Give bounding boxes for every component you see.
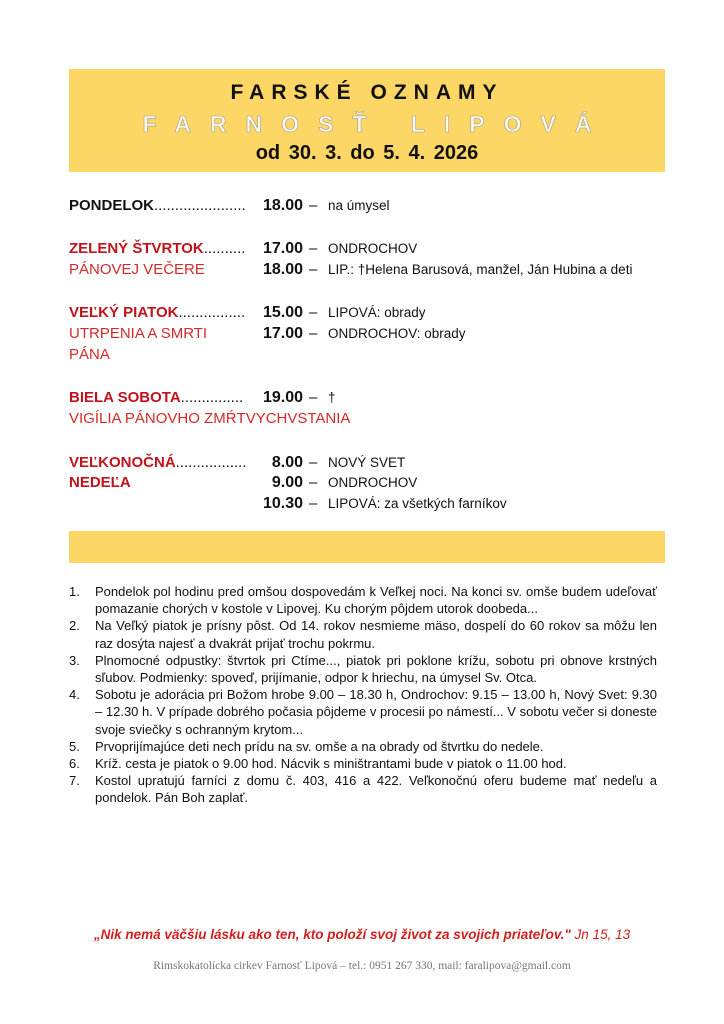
- mass-intention: ONDROCHOV: [328, 475, 418, 490]
- list-item: [69, 583, 657, 617]
- time: 18.00: [262, 197, 303, 214]
- dash: –: [309, 304, 318, 321]
- day-subtitle-friday-2: PÁNA: [69, 346, 110, 363]
- dash: –: [309, 197, 318, 214]
- dash: –: [309, 474, 318, 491]
- mass-intention: NOVÝ SVET: [328, 455, 406, 470]
- time: 15.00: [262, 304, 303, 321]
- dash: –: [309, 495, 318, 512]
- dash: –: [309, 261, 318, 278]
- time: 18.00: [262, 261, 303, 278]
- cross-icon: †: [328, 390, 336, 405]
- schedule-row-friday-2: [0, 325, 724, 345]
- announcements-list: [69, 583, 657, 807]
- item-text: Prvoprijímajúce deti nech prídu na sv. omše a na obrady od štvrtku do nedele.: [95, 738, 544, 754]
- time: 17.00: [262, 325, 303, 342]
- day-label-saturday: BIELA SOBOTA...............: [69, 389, 244, 406]
- schedule-row-sunday-2: [0, 474, 724, 494]
- item-text: Sobotu je adorácia pri Božom hrobe 9.00 – 18.30 h, Ondrochov: 9.15 – 13.00 h, Nový Svet: 9.30 – 12.30 h. V prípade dobrého počasia pôjdeme v procesii po námestí... V sobotu večer si doneste svoje sviečky s ochranným krytom...: [95, 687, 657, 737]
- schedule-row-thursday-2: [0, 261, 724, 281]
- item-text: Kostol upratujú farníci z domu č. 403, 416 a 422. Veľkonočnú oferu budeme mať nedeľu a pondelok. Pán Boh zaplať.: [95, 773, 657, 806]
- dash: –: [309, 240, 318, 257]
- parish-name: FARNOSŤ LIPOVÁ: [142, 111, 611, 137]
- list-item: [69, 617, 657, 651]
- schedule-row-friday-3: [0, 346, 724, 366]
- item-number: 1.: [69, 584, 80, 599]
- day-subtitle-thursday: PÁNOVEJ VEČERE: [69, 261, 205, 278]
- schedule-row-sunday: [0, 454, 724, 474]
- schedule-row-saturday-2: [0, 410, 724, 430]
- schedule-row-monday: [0, 197, 724, 217]
- list-item: [69, 686, 657, 738]
- item-text: Pondelok pol hodinu pred omšou dospovedám k Veľkej noci. Na konci sv. omše budem udeľovať pomazanie chorých v kostole v Lipovej. Ku chorým pôjdem utorok doobeda...: [95, 584, 657, 617]
- dash: –: [309, 389, 318, 406]
- day-subtitle-saturday: VIGÍLIA PÁNOVHO ZMŔTVYCHVSTANIA: [69, 410, 351, 427]
- mass-intention: LIP.: †Helena Barusová, manžel, Ján Hubina a deti: [328, 262, 633, 277]
- mass-intention: ONDROCHOV: [328, 241, 418, 256]
- day-label-monday: PONDELOK......................: [69, 197, 246, 214]
- item-number: 6.: [69, 756, 80, 772]
- mass-intention: ONDROCHOV: obrady: [328, 326, 466, 341]
- bible-quote: [0, 927, 724, 942]
- item-number: 3.: [69, 652, 80, 668]
- item-number: 7.: [69, 773, 80, 789]
- quote-reference: Jn 15, 13: [570, 927, 631, 942]
- day-subtitle-friday: UTRPENIA A SMRTI: [69, 325, 208, 342]
- day-label-friday: VEĽKÝ PIATOK................: [69, 304, 246, 321]
- mass-intention: na úmysel: [328, 198, 390, 213]
- list-item: [69, 755, 657, 772]
- item-number: 4.: [69, 687, 80, 703]
- list-item: [69, 772, 657, 806]
- item-number: 5.: [69, 738, 80, 754]
- time: 17.00: [262, 240, 303, 257]
- schedule-row-sunday-3: [0, 495, 724, 515]
- announcements-banner: [69, 531, 665, 563]
- item-text: Kríž. cesta je piatok o 9.00 hod. Nácvik s miništrantami bude v piatok o 11.00 hod.: [95, 756, 567, 772]
- dash: –: [309, 325, 318, 342]
- time: 10.30: [262, 495, 303, 512]
- item-number: 2.: [69, 618, 80, 634]
- schedule-row-thursday: [0, 240, 724, 260]
- schedule-row-friday: [0, 304, 724, 324]
- item-text: Plnomocné odpustky: štvrtok pri Ctíme..., piatok pri poklone krížu, sobotu pri obnove krstných sľubov. Podmienky: spoveď, prijímanie, odpor k hriechu, na úmysel Sv. Otca.: [95, 652, 657, 686]
- header-banner: [69, 69, 665, 172]
- list-item: [69, 738, 657, 755]
- list-item: [69, 652, 657, 686]
- time: 8.00: [271, 454, 303, 471]
- item-text: Na Veľký piatok je prísny pôst. Od 14. rokov nesmieme mäso, dospelí do 60 rokov sa môžu len raz dosýta najesť a dvakrát prijať trochu pokrmu.: [95, 618, 657, 651]
- day-label-thursday: ZELENÝ ŠTVRTOK..........: [69, 240, 246, 257]
- date-range: od 30. 3. do 5. 4. 2026: [255, 142, 479, 164]
- day-label-sunday: VEĽKONOČNÁ.................: [69, 454, 247, 471]
- mass-intention: LIPOVÁ: za všetkých farníkov: [328, 496, 507, 511]
- page-title: FARSKÉ OZNAMY: [230, 81, 504, 104]
- mass-intention: LIPOVÁ: obrady: [328, 305, 426, 320]
- quote-text: „Nik nemá väčšiu lásku ako ten, kto položí svoj život za svojich priateľov.": [93, 927, 571, 942]
- footer-contact: Rimskokatolícka cirkev Farnosť Lipová – tel.: 0951 267 330, mail: faralipova@gmail.com: [153, 960, 571, 972]
- time: 19.00: [262, 389, 303, 406]
- dash: –: [309, 454, 318, 471]
- day-label-sunday-2: NEDEĽA: [69, 474, 131, 491]
- schedule-row-saturday: [0, 389, 724, 409]
- time: 9.00: [271, 474, 303, 491]
